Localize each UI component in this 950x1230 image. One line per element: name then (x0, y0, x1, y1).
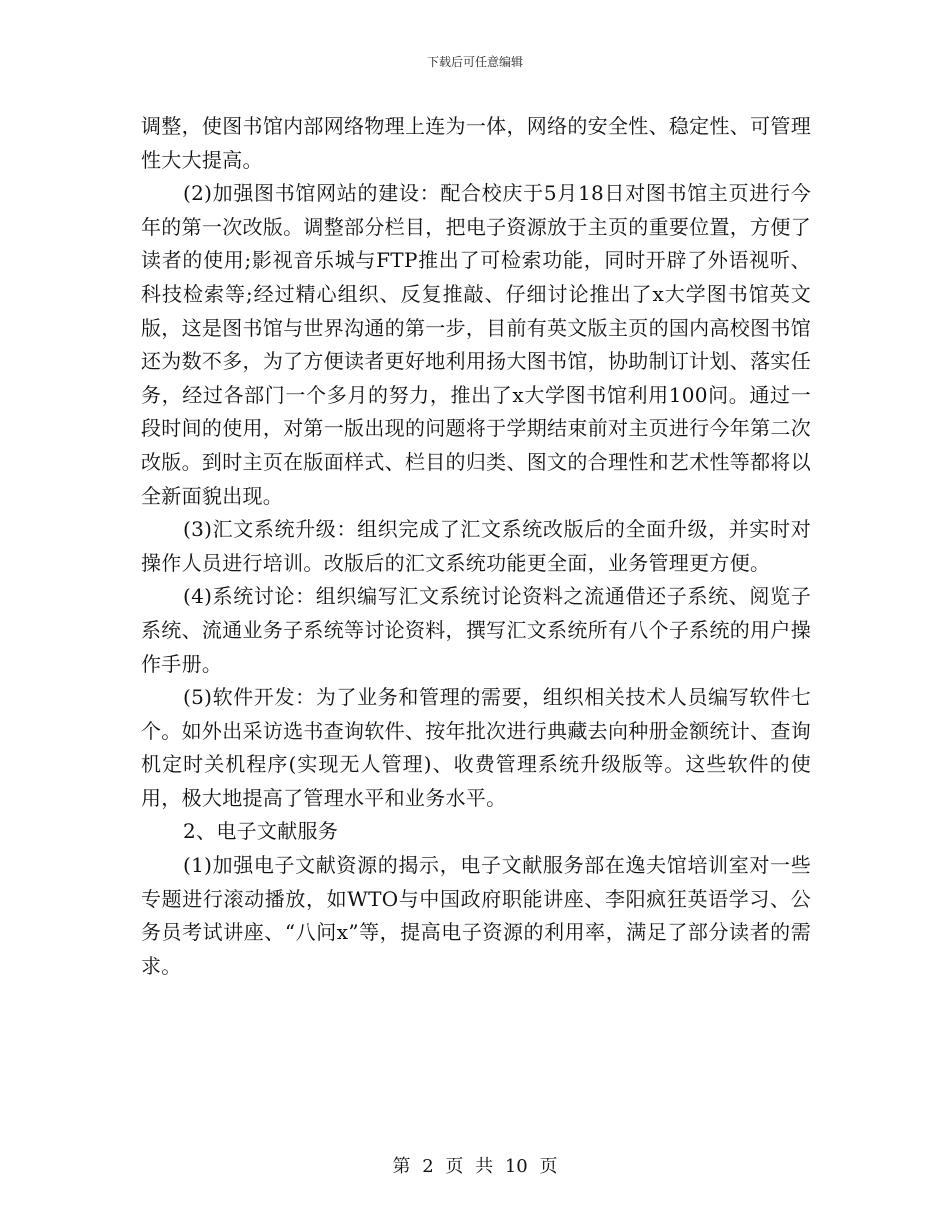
paragraph-electronic-resources: (1)加强电子文献资源的揭示，电子文献服务部在逸夫馆培训室对一些专题进行滚动播放，如WTO与中国政府职能讲座、李阳疯狂英语学习、公务员考试讲座、“八问x”等，提高电子资源的利用率，满足了部分读者的需求。 (141, 853, 811, 978)
paragraph-system-discussion: (4)系统讨论：组织编写汇文系统讨论资料之流通借还子系统、阅览子系统、流通业务子系统等讨论资料，撰写汇文系统所有八个子系统的用户操作手册。 (141, 584, 811, 676)
paragraph-software-development: (5)软件开发：为了业务和管理的需要，组织相关技术人员编写软件七个。如外出采访选书查询软件、按年批次进行典藏去向种册金额统计、查询机定时关机程序(实现无人管理)、收费管理系统升级版等。这些软件的使用，极大地提高了管理水平和业务水平。 (141, 685, 811, 810)
document-body (141, 110, 811, 983)
paragraph-huiwen-upgrade: (3)汇文系统升级：组织完成了汇文系统改版后的全面升级，并实时对操作人员进行培训。改版后的汇文系统功能更全面，业务管理更方便。 (141, 517, 811, 575)
page-header: 下载后可任意编辑 (426, 55, 523, 69)
page-footer: 第 2 页 共 10 页 (392, 1156, 558, 1177)
section-heading-electronic-services: 2、电子文献服务 (183, 819, 339, 844)
paragraph-network-adjustment: 调整，使图书馆内部网络物理上连为一体，网络的安全性、稳定性、可管理性大大提高。 (141, 114, 811, 172)
paragraph-website-construction: (2)加强图书馆网站的建设：配合校庆于5月18日对图书馆主页进行今年的第一次改版。调整部分栏目，把电子资源放于主页的重要位置，方便了读者的使用;影视音乐城与FTP推出了可检索功能，同时开辟了外语视听、科技检索等;经过精心组织、反复推敲、仔细讨论推出了x大学图书馆英文版，这是图书馆与世界沟通的第一步，目前有英文版主页的国内高校图书馆还为数不多，为了方便读者更好地利用扬大图书馆，协助制订计划、落实任务，经过各部门一个多月的努力，推出了x大学图书馆利用100问。通过一段时间的使用，对第一版出现的问题将于学期结束前对主页进行今年第二次改版。到时主页在版面样式、栏目的归类、图文的合理性和艺术性等都将以全新面貌出现。 (141, 181, 811, 508)
